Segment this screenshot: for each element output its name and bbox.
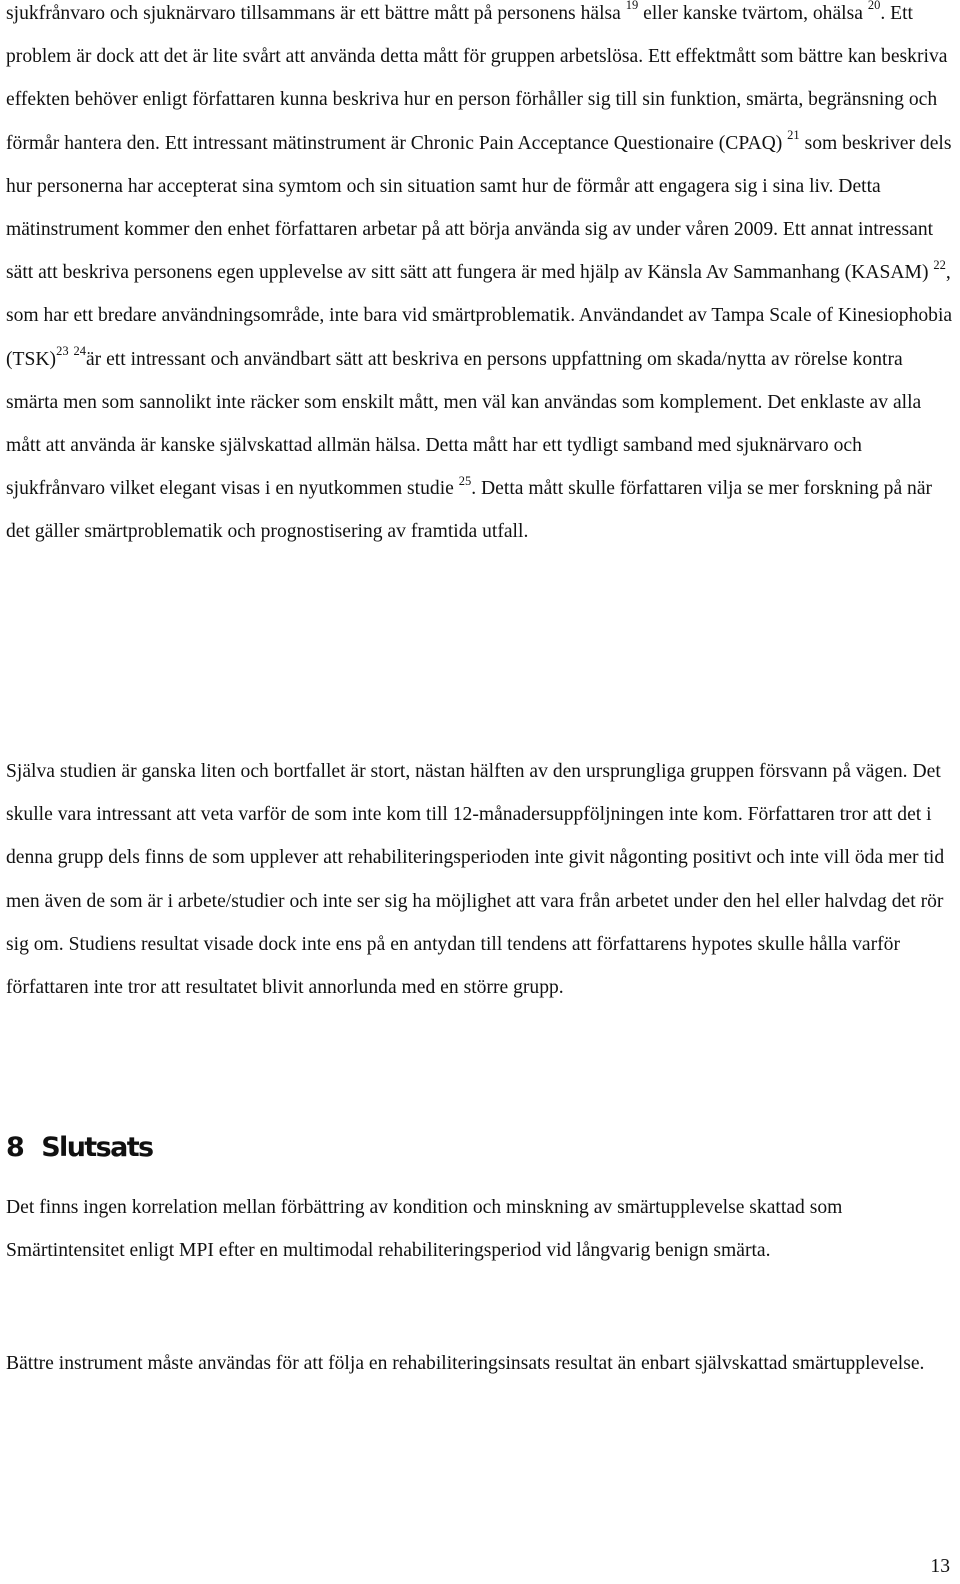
paragraph-conclusion-1: Det finns ingen korrelation mellan förbättring av kondition och minskning av smärtupplevelse skattad som Smärtintensitet enligt MPI efter en multimodal rehabiliteringsperiod vid långvarig benign smärta. xyxy=(6,1197,843,1262)
footnote-ref: 22 xyxy=(933,257,946,272)
text-run: är ett intressant och användbart sätt att beskriva en persons uppfattning om skada/nytta av rörelse kontra smärta men som sannolikt inte räcker som enskilt mått, men väl kan användas som komplement. Det enklaste av alla mått att använda är kanske självskattad allmän hälsa. Detta mått har ett tydligt samband med sjuknärvaro och sjukfrånvaro vilket elegant visas i en nyutkommen studie xyxy=(6,348,922,500)
footnote-ref: 21 xyxy=(787,128,800,143)
footnote-ref: 25 xyxy=(458,473,472,488)
paragraph-conclusion-2: Bättre instrument måste användas för att följa en rehabiliteringsinsats resultat än enbart självskattad smärtupplevelse. xyxy=(6,1353,925,1374)
text-run: som beskriver dels hur personerna har accepterat sina symtom och sin situation samt hur de förmår att engagera sig i sina liv. Detta mätinstrument kommer den enhet författaren arbetar på att börja använda sig av under våren 2009. Ett annat intressant sätt att beskriva personens egen upplevelse av sitt sätt att fungera är med hjälp av Känsla Av Sammanhang (KASAM) xyxy=(6,132,952,284)
footnote-ref: 20 xyxy=(867,0,881,13)
footnote-ref: 19 xyxy=(625,0,639,13)
paragraph-study-limitations: Själva studien är ganska liten och bortfallet är stort, nästan hälften av den ursprungliga gruppen försvann på vägen. Det skulle vara intressant att veta varför de som inte kom till 12-månadersuppföljningen inte kom. Författaren tror att det i denna grupp dels finns de som upplever att rehabiliteringsperioden inte givit någonting positivt och inte vill öda mer tid men även de som är i arbete/studier och inte ser sig ha möjlighet att vara från arbetet under den hel eller halvdag det rör sig om. Studiens resultat visade dock inte ens på en antydan till tendens att författarens hypotes skulle hålla varför författaren inte tror att resultatet blivit annorlunda med en större grupp. xyxy=(6,761,945,999)
text-run: . Detta mått skulle författaren vilja se mer forskning på när det gäller smärtproblematik och prognostisering av framtida utfall. xyxy=(6,478,933,543)
page-number: 13 xyxy=(930,1556,950,1577)
text-run: , som har ett bredare användningsområde, inte bara vid smärtproblematik. Användandet av Tampa Scale of Kinesiophobia (TSK) xyxy=(6,262,953,370)
section-number: 8 xyxy=(6,1132,24,1163)
paragraph-discussion-measures xyxy=(6,0,956,554)
text-run: sjukfrånvaro och sjuknärvaro tillsammans är ett bättre mått på personens hälsa xyxy=(6,3,626,24)
text-run: eller kanske tvärtom, ohälsa xyxy=(638,3,868,24)
section-heading xyxy=(6,1128,153,1168)
footnote-ref: 23 xyxy=(56,344,69,359)
section-title: Slutsats xyxy=(41,1132,153,1163)
text-run: . Ett problem är dock att det är lite svårt att använda detta mått för gruppen arbetslösa. Ett effektmått som bättre kan beskriva effekten behöver enligt författaren kunna beskriva hur en person förhåller sig till sin funktion, smärta, begränsning och förmår hantera den. Ett intressant mätinstrument är Chronic Pain Acceptance Questionaire (CPAQ) xyxy=(6,3,948,154)
footnote-ref: 24 xyxy=(73,344,86,359)
